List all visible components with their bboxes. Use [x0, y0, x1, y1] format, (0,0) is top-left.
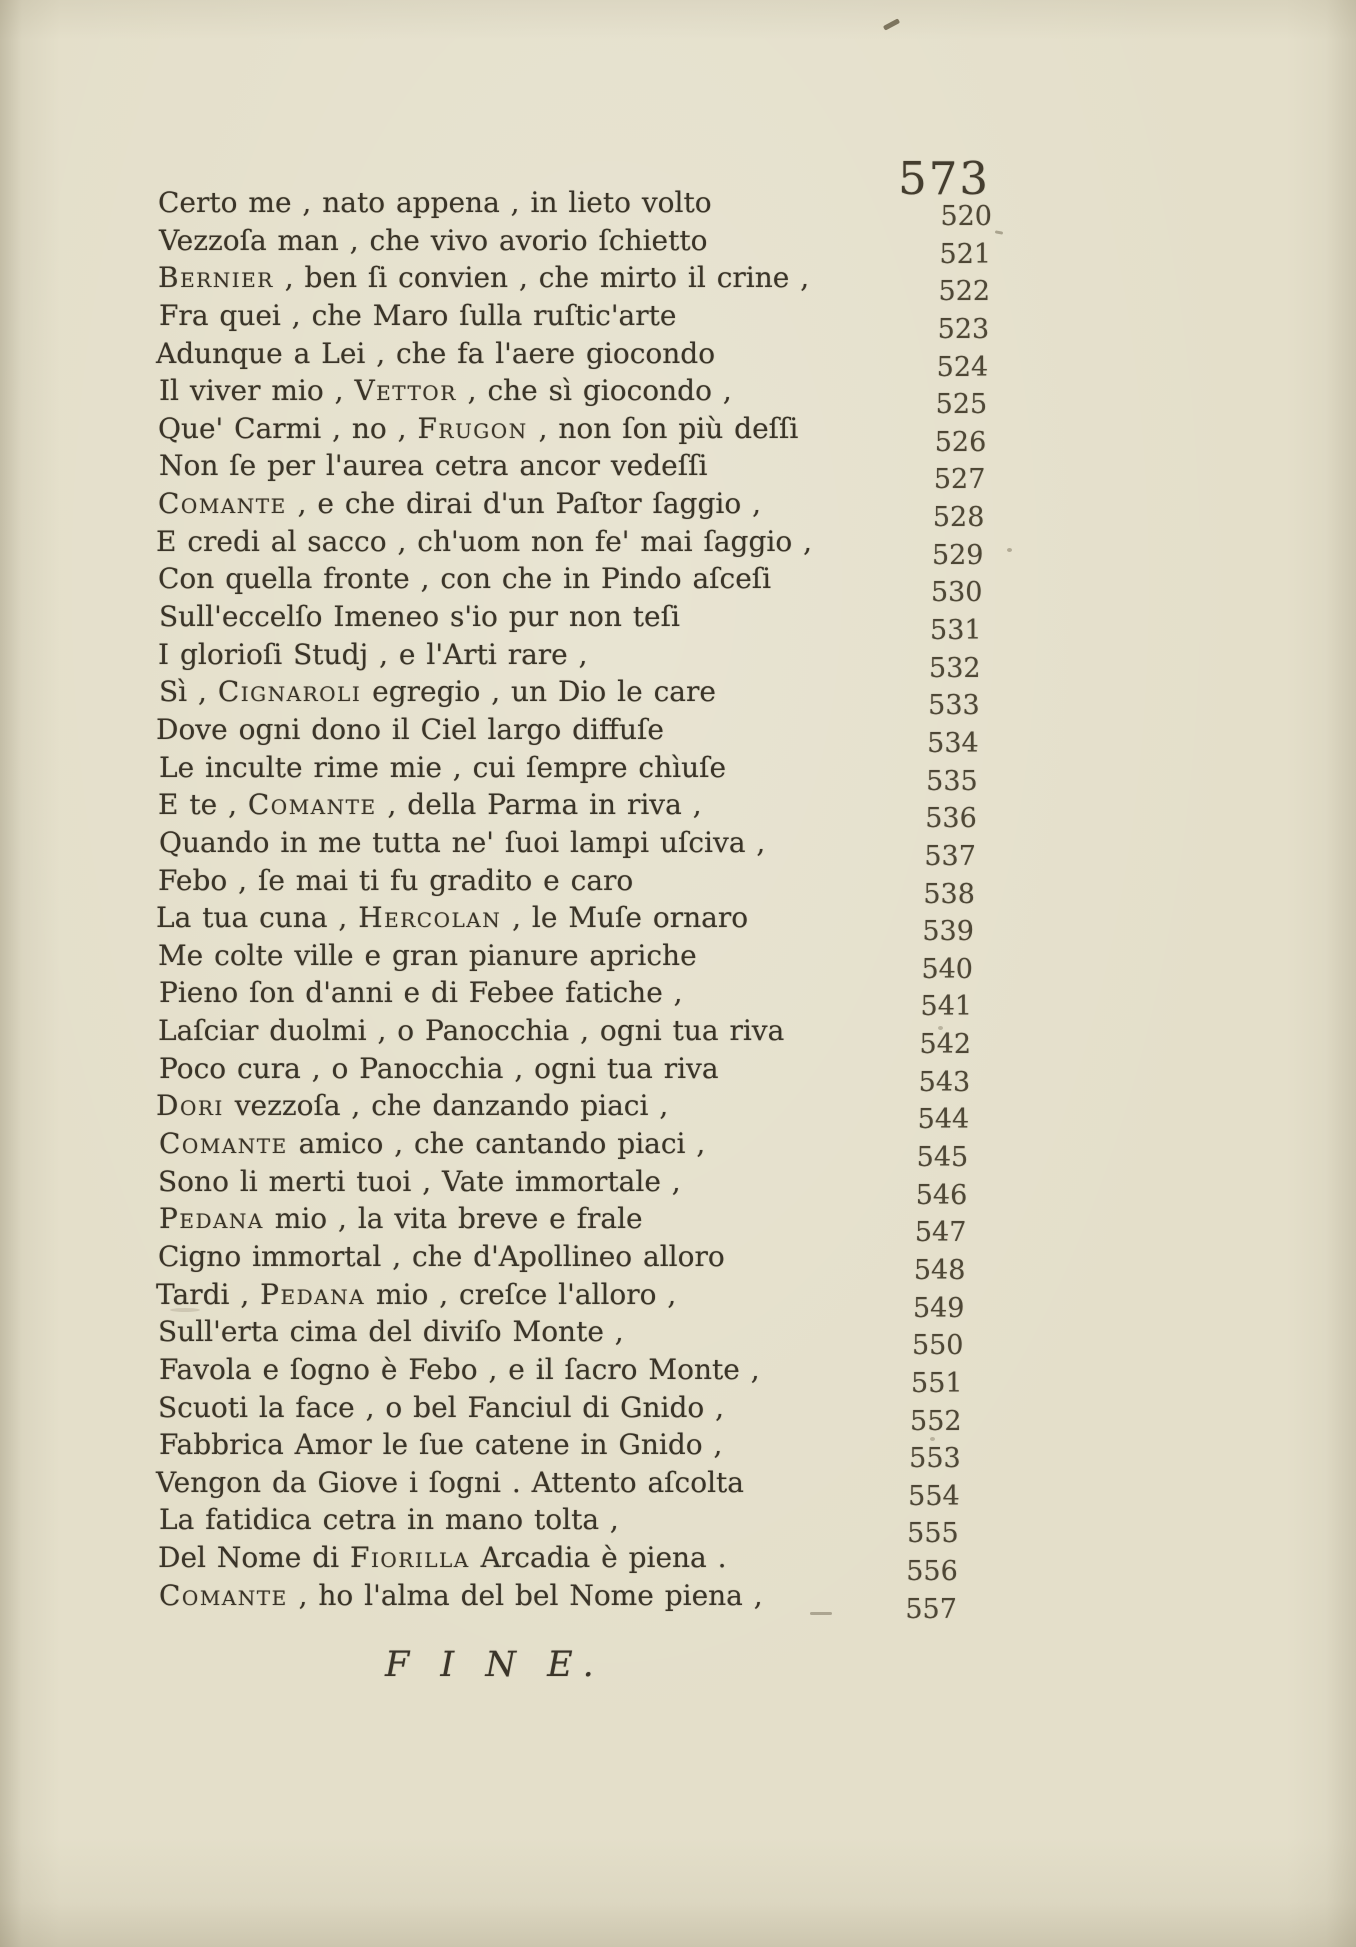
entry-page-number: 535	[926, 765, 978, 797]
index-entry-row	[158, 1164, 992, 1211]
entry-page-number: 525	[935, 389, 988, 421]
small-caps-name: Fiorilla	[350, 1541, 470, 1575]
index-entry-row	[158, 562, 992, 609]
index-entry-row	[158, 1202, 992, 1249]
scan-speck	[883, 18, 900, 30]
small-caps-name: Comante	[159, 1127, 288, 1161]
index-entry-row	[158, 1428, 992, 1475]
entry-page-number: 545	[916, 1142, 969, 1174]
entry-text: Fra quei , che Maro ſulla ruſtic'arte	[159, 298, 677, 332]
scan-speck	[810, 1612, 832, 1615]
entry-page-number: 522	[938, 276, 991, 308]
entry-text: I glorioſi Studj , e l'Arti rare ,	[158, 637, 588, 671]
index-entry-row	[158, 1578, 992, 1625]
entry-page-number: 527	[933, 464, 986, 496]
entry-text: Non ſe per l'aurea cetra ancor vedeſſi	[159, 449, 708, 483]
index-entry-row	[156, 336, 992, 383]
entry-text: Dori vezzoſa , che danzando piaci ,	[156, 1089, 669, 1123]
entry-text: Le inculte rime mie , cui ſempre chìuſe	[159, 750, 727, 784]
index-entry-row	[158, 750, 992, 797]
index-entry-row	[158, 863, 992, 910]
entry-text: Del Nome di Fiorilla Arcadia è piena .	[158, 1541, 727, 1575]
entry-page-number: 537	[924, 840, 976, 872]
small-caps-name: Pedana	[260, 1277, 366, 1311]
entry-text: La fatidica cetra in mano tolta ,	[159, 1503, 619, 1537]
scan-speck	[170, 1308, 200, 1312]
small-caps-name: Cignaroli	[217, 675, 362, 709]
entry-page-number: 529	[931, 539, 984, 571]
entry-page-number: 543	[918, 1066, 971, 1098]
entry-page-number: 555	[907, 1518, 959, 1550]
entry-page-number: 538	[923, 878, 975, 910]
entry-text: Dove ogni dono il Ciel largo diffuſe	[156, 712, 664, 746]
index-entry-row	[156, 1089, 992, 1136]
index-entry-row	[158, 449, 992, 496]
entry-text: Comante , ho l'alma del bel Nome piena ,	[159, 1578, 763, 1612]
scan-speck	[938, 1026, 943, 1030]
small-caps-name: Comante	[247, 788, 377, 822]
entry-page-number: 549	[912, 1292, 965, 1324]
index-entry-row	[158, 788, 992, 835]
page-number-header: 573	[898, 152, 990, 205]
entry-page-number: 554	[908, 1480, 960, 1512]
small-caps-name: Vettor	[354, 374, 457, 408]
index-entry-row	[156, 901, 992, 948]
index-entry-row	[156, 524, 992, 571]
entry-page-number: 524	[936, 351, 989, 383]
entry-text: Pieno ſon d'anni e di Febee fatiche ,	[159, 976, 683, 1010]
entry-text: Sì , Cignaroli egregio , un Dio le care	[159, 675, 716, 709]
entry-text: Que' Carmi , no , Frugon , non ſon più deſſi	[158, 411, 799, 445]
entry-text: E te , Comante , della Parma in riva ,	[158, 788, 702, 822]
entry-page-number: 556	[906, 1556, 958, 1588]
entry-page-number: 541	[920, 991, 973, 1023]
entry-page-number: 530	[930, 577, 983, 609]
entry-page-number: 553	[909, 1443, 961, 1475]
entry-text: Cigno immortal , che d'Apollineo alloro	[158, 1239, 725, 1273]
index-entry-row	[158, 487, 992, 534]
index-entry-row	[158, 223, 992, 270]
index-entry-row	[158, 1390, 992, 1437]
small-caps-name: Hercolan	[358, 901, 502, 935]
entry-page-number: 521	[939, 238, 992, 270]
entry-text: Sono li merti tuoi , Vate immortale ,	[158, 1164, 681, 1198]
entry-text: E credi al sacco , ch'uom non fe' mai ſaggio ,	[156, 524, 813, 558]
index-entry-row	[158, 976, 992, 1023]
entry-page-number: 533	[928, 690, 980, 722]
entry-text: Scuoti la face , o bel Fanciul di Gnido ,	[158, 1390, 725, 1424]
index-entry-row	[158, 1127, 992, 1174]
entry-page-number: 534	[927, 727, 979, 759]
entry-text: Me colte ville e gran pianure apriche	[158, 938, 697, 972]
index-entry-row	[158, 1503, 992, 1550]
index-entries	[156, 186, 992, 1625]
entry-text: Il viver mio , Vettor , che sì giocondo ,	[159, 374, 732, 408]
entry-page-number: 550	[911, 1330, 964, 1362]
index-entry-row	[156, 712, 992, 759]
small-caps-name: Frugon	[417, 411, 528, 445]
entry-text: Comante amico , che cantando piaci ,	[159, 1127, 706, 1161]
entry-page-number: 542	[919, 1029, 972, 1061]
entry-text: Febo , ſe mai ti fu gradito e caro	[158, 863, 634, 897]
index-entry-row	[158, 186, 992, 232]
entry-page-number: 536	[925, 803, 977, 835]
small-caps-name: Dori	[156, 1089, 224, 1123]
small-caps-name: Comante	[158, 487, 287, 521]
entry-page-number: 552	[910, 1405, 962, 1437]
entry-page-number: 531	[930, 615, 982, 647]
small-caps-name: Pedana	[159, 1202, 264, 1236]
entry-text: Vengon da Giove i ſogni . Attento aſcolta	[156, 1465, 744, 1499]
entry-page-number: 546	[915, 1179, 968, 1211]
scan-speck	[1007, 548, 1012, 552]
index-entry-row	[158, 1051, 992, 1098]
entry-page-number: 540	[921, 953, 973, 985]
index-entry-row	[158, 600, 992, 647]
entry-text: Quando in me tutta ne' ſuoi lampi uſciva ,	[159, 825, 766, 859]
entry-page-number: 526	[934, 426, 987, 458]
entry-text: Vezzoſa man , che vivo avorio ſchietto	[159, 223, 708, 257]
index-entry-row	[158, 1315, 992, 1362]
small-caps-name: Comante	[159, 1578, 288, 1612]
entry-text: Fabbrica Amor le ſue catene in Gnido ,	[159, 1428, 723, 1462]
entry-text: Pedana mio , la vita breve e frale	[159, 1202, 643, 1236]
entry-page-number: 551	[911, 1367, 963, 1399]
entry-page-number: 547	[914, 1217, 967, 1249]
entry-text: Poco cura , o Panocchia , ogni tua riva	[159, 1051, 719, 1085]
entry-text: Con quella fronte , con che in Pindo aſceſi	[158, 562, 772, 596]
index-entry-row	[158, 411, 992, 458]
index-entry-row	[156, 1277, 992, 1324]
entry-page-number: 532	[929, 652, 981, 684]
entry-page-number: 539	[922, 916, 974, 948]
scan-speck	[930, 1437, 935, 1441]
index-entry-row	[158, 1541, 992, 1588]
index-entry-row	[158, 825, 992, 872]
entry-text: Favola e ſogno è Febo , e il ſacro Monte ,	[159, 1352, 760, 1386]
index-entry-row	[158, 1014, 992, 1061]
entry-text: La tua cuna , Hercolan , le Muſe ornaro	[156, 901, 749, 935]
index-entry-row	[158, 938, 992, 985]
index-entry-row	[158, 675, 992, 722]
entry-text: Sull'eccelſo Imeneo s'io pur non teſi	[159, 600, 680, 634]
index-entry-row	[158, 298, 992, 345]
index-entry-row	[158, 637, 992, 684]
small-caps-name: Bernier	[158, 261, 274, 295]
entry-text: Tardi , Pedana mio , creſce l'alloro ,	[156, 1277, 677, 1311]
entry-page-number: 548	[913, 1254, 966, 1286]
entry-page-number: 557	[905, 1593, 957, 1625]
entry-page-number: 528	[932, 502, 985, 534]
scan-speck	[995, 230, 1003, 234]
entry-text: Adunque a Lei , che fa l'aere giocondo	[156, 336, 716, 370]
index-entry-row	[156, 1465, 992, 1512]
entry-text: Bernier , ben ſi convien , che mirto il crine ,	[158, 261, 810, 295]
entry-text: Certo me , nato appena , in lieto volto	[158, 186, 712, 219]
fine-label: F I N E.	[385, 1645, 604, 1685]
entry-page-number: 520	[940, 201, 992, 232]
entry-text: Comante , e che dirai d'un Paſtor ſaggio ,	[158, 487, 761, 521]
entry-page-number: 544	[917, 1104, 970, 1136]
index-entry-row	[158, 374, 992, 421]
index-entry-row	[158, 1239, 992, 1286]
entry-text: Sull'erta cima del diviſo Monte ,	[158, 1315, 624, 1349]
index-entry-row	[158, 261, 992, 308]
entry-text: Laſciar duolmi , o Panocchia , ogni tua riva	[158, 1014, 785, 1048]
index-entry-row	[158, 1352, 992, 1399]
entry-page-number: 523	[937, 313, 990, 345]
